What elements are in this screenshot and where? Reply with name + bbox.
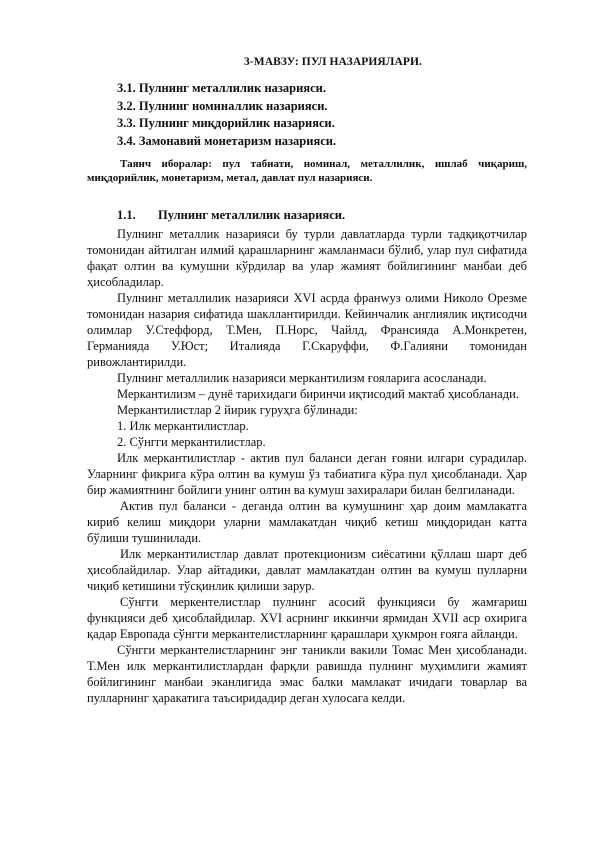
paragraph: Пулнинг металлилик назарияси меркантилизм ғояларига асосланади. — [117, 371, 487, 385]
list-item: 1. Илк меркантилистлар. — [117, 419, 249, 433]
paragraph: Актив пул баланси - деганда олтин ва кумушнинг ҳар доим мамлакатга кириб келиш миқдори уларни мамлакатдан чиқиб кетиш миқдоридан катта бўлиши тушинилади. — [87, 499, 527, 545]
toc-item: 3.4. Замонавий монетаризм назарияси. — [117, 133, 337, 148]
table-of-contents — [117, 80, 336, 150]
paragraph: Илк меркантилистлар давлат протекционизм сиёсатини қўллаш шарт деб ҳисоблайдилар. Улар айтадики, давлат мамлакатдан олтин ва кумуш пулларни чиқиб кетишини тўсқинлик қилиши зарур. — [87, 547, 527, 593]
paragraph: Илк меркантилистлар - актив пул баланси деган ғояни илгари сурадилар. Уларнинг фикрига кўра олтин ва кумуш ўз табиатига кўра пул ҳисобланади. Ҳар бир жамиятнинг бойлиги унинг олтин ва кумуш захиралари билан белгиланади. — [87, 451, 527, 497]
section-heading — [117, 208, 345, 223]
paragraph: Пулнинг металлилик назарияси XVI асрда франwуз олими Николо Орезме томонидан назария сифатида шакллантирилди. Кейинчалик англиялик иқтисодчи олимлар У.Стеффорд, Т.Мен, П.Норс, Чайлд, Франсияда А.Монкретен, Германияда У.Юст; Италияда Г.Скаруффи, Ф.Галияни томонидан ривожлантирилди. — [87, 291, 527, 369]
keywords-paragraph: Таянч иборалар: пул табиати, номинал, металлилик, ишлаб чиқариш, миқдорийлик, монетаризм, метал, давлат пул назарияси. — [87, 158, 527, 184]
toc-item: 3.1. Пулнинг металлилик назарияси. — [117, 81, 326, 95]
toc-item: 3.2. Пулнинг номиналлик назарияси. — [117, 98, 328, 113]
toc-item: 3.3. Пулнинг миқдорийлик назарияси. — [117, 116, 335, 130]
list-item: 2. Сўнгги меркантилистлар. — [117, 435, 266, 449]
paragraph: Сўнгги меркентелистлар пулнинг асосий функцияси бу жамғариш функцияси деб ҳисоблайдилар. XVI асрнинг иккинчи ярмидан XVII аср охирига қадар Европада сўнгги меркантелистларнинг қарашлари ҳукмрон ғояга айланди. — [87, 595, 527, 641]
paragraph: Меркантилизм – дунё тарихидаги биринчи иқтисодий мактаб ҳисобланади. — [117, 387, 519, 401]
section-title: Пулнинг металлилик назарияси. — [158, 208, 346, 222]
body-text — [87, 226, 527, 706]
section-number: 1.1. — [117, 208, 136, 222]
paragraph: Сўнгги меркантелистларнинг энг таникли вакили Томас Мен ҳисобланади. Т.Мен илк меркантилистлардан фарқли равишда пулнинг муҳимлиги жамият бойлигининг манбаи эканлигида эмас балки мамлакат ичидаги товарлар ва пулларнинг ҳаракатига таъсиридадир деган хулосага келди. — [87, 643, 527, 705]
paragraph: Пулнинг металлик назарияси бу турли давлатларда турли тадқиқотчилар томонидан айтилган илмий қарашларнинг жамланмаси бўлиб, улар пул сифатида фақат олтин ва кумушни кўрдилар ва улар жамият бойлигининг манбаи деб ҳисобладилар. — [87, 227, 527, 289]
document-title: 3-МАВЗУ: ПУЛ НАЗАРИЯЛАРИ. — [243, 56, 423, 68]
paragraph: Меркантилистлар 2 йирик гуруҳга бўлинади: — [117, 403, 358, 417]
